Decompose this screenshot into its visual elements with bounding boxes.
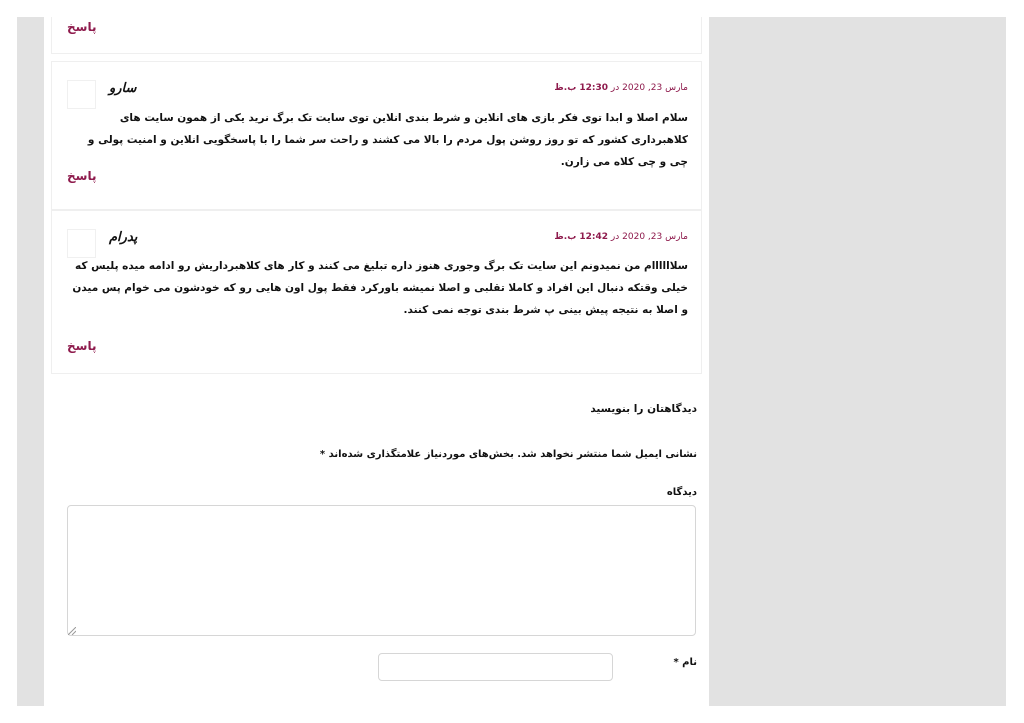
comment-time: 12:42 ب.ظ (554, 232, 609, 242)
name-input[interactable] (378, 653, 613, 681)
comment-date-day: مارس 23, 2020 (622, 83, 688, 93)
comment-date[interactable] (554, 83, 688, 93)
comment-card-previous (51, 17, 702, 54)
comment-author[interactable]: پدرام (109, 230, 138, 245)
comment-date-at: در (610, 232, 620, 242)
comment-text: سلام اصلا و ابدا توی فکر بازی های انلاین و شرط بندی انلاین توی سایت تک برگ نرید یکی از همون سایت های کلاهبرداری کشور که تو روز روشن پول مردم را بالا می کشند و راحت سر شما را با پاسخگویی انلاین و امنیت پولی و چی و چی کلاه می زارن. (87, 112, 688, 168)
reply-form-heading: دیدگاهتان را بنویسید (590, 403, 697, 415)
comment-date-day: مارس 23, 2020 (622, 232, 688, 242)
comment-time: 12:30 ب.ظ (554, 83, 609, 93)
resize-handle-icon[interactable] (68, 627, 76, 635)
comment-card (51, 210, 702, 374)
reply-link[interactable]: پاسخ (67, 339, 97, 353)
name-field-label: نام * (673, 657, 697, 668)
comment-card (51, 61, 702, 210)
comment-field-label: دیدگاه (666, 487, 697, 498)
comment-date[interactable] (554, 232, 688, 242)
comment-textarea[interactable] (67, 505, 696, 636)
avatar (67, 229, 96, 258)
reply-link[interactable]: پاسخ (67, 20, 97, 34)
avatar (67, 80, 96, 109)
reply-link[interactable]: پاسخ (67, 169, 97, 183)
comment-date-at: در (610, 83, 620, 93)
comment-author[interactable]: سارو (109, 81, 137, 96)
main-content (44, 17, 709, 706)
comment-text: سلاااااام من نمیدونم این سایت تک برگ وجوری هنوز داره تبلیغ می کنند و کار های کلاهبرداریش رو ادامه میده پلیس که خیلی وقتکه دنبال این افراد و کاملا تقلبی و اصلا نمیشه باورکرد فقط پول اون هایی رو که خودشون می خوام پس میدن و اصلا به نتیجه پیش بینی پ شرط بندی توجه نمی کنند. (72, 260, 688, 316)
required-fields-notice: نشانی ایمیل شما منتشر نخواهد شد. بخش‌های موردنیاز علامتگذاری شده‌اند * (319, 449, 697, 460)
